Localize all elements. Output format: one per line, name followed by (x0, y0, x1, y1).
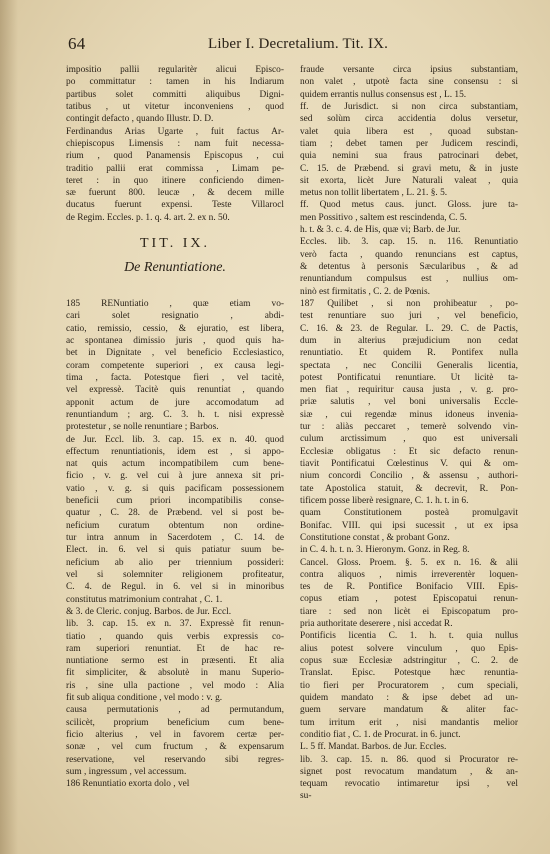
text-line: teret : in quo itinere conficiendo dimen- (66, 175, 284, 186)
text-line: Eccles. lib. 3. cap. 15. n. 116. Renuntiatio (300, 237, 518, 248)
text-line: vel si solemniter religionem profiteatur, (66, 569, 284, 580)
text-line: quam Constitutionem posteà promulgavit (300, 508, 518, 519)
text-line: tiare : sed non licèt ei Episcopatum pro- (300, 606, 518, 617)
text-line: in C. 4. h. t. n. 3. Hieronym. Gonz. in Reg. 8. (300, 545, 470, 556)
text-line: neficium ab alio per triennium possideri: (66, 557, 284, 568)
text-line: sed solùm circa accidentia dolus versetur, (300, 114, 518, 125)
text-line: sum , ingressum , vel accessum. (66, 766, 187, 777)
text-line: partibus solet committi aliquibus Digni- (66, 89, 284, 100)
text-line: tum irritum erit , nisi mandantis melior (300, 717, 518, 728)
text-line: protestetur , se nolle renuntiare ; Barbos. (66, 422, 219, 433)
text-line: ff. Quod metus caus. junct. Gloss. jure ta- (300, 200, 518, 211)
text-line: cari solet resignatio , abdi- (66, 311, 284, 322)
text-line: su- (300, 791, 312, 802)
text-line: quidem errantis nullus consensus est , L. 15. (300, 89, 467, 100)
text-line: sæ fuerunt 800. leucæ , & decem mille (66, 188, 284, 199)
text-line: tificem posse liberè resignare, C. 1. h. t. in 6. (300, 495, 469, 506)
text-line: renuntiatio. Et quidem R. Pontifex nulla (300, 348, 518, 359)
text-line: rium , quod Panamensis Episcopus , cui (66, 151, 284, 162)
text-line: men fiat , requiritur causa justa , v. g. pro- (300, 385, 518, 396)
text-line: potest Pontificatui renuntiare. Ut licitè ta- (300, 372, 518, 383)
text-line: Cancel. Gloss. Proem. §. 5. ex n. 16. & alii (300, 557, 518, 568)
text-line: copus etiam , potest Episcopatui renun- (300, 594, 518, 605)
text-line: vel expressè. Tacitè quis renuntiat , quando (66, 385, 284, 396)
left-column (66, 64, 284, 791)
text-line: C. 16. & 23. de Regular. L. 29. C. de Pactis, (300, 323, 518, 334)
text-line: scilicèt, proprium beneficium cum bene- (66, 717, 284, 728)
text-line: Elect. in. 6. vel si quis patiatur suum be- (66, 545, 284, 556)
text-line: 186 Renuntiatio exorta dolo , vel (66, 779, 190, 790)
text-line: apponit actum de jure accomodatum ad (66, 397, 284, 408)
text-line: tima , facta. Potestque fieri , vel tacitè, (66, 372, 284, 383)
text-line: siæ , cui regendæ minus idoneus invenia- (300, 409, 518, 420)
text-line: test renuntiare suo juri , vel beneficio, (300, 311, 518, 322)
text-line: neficium curatum obtentum non ordine- (66, 520, 284, 531)
text-line: renuntiandum compulsus est , nullius om- (300, 274, 518, 285)
text-line: ducatus fuerunt expensi. Teste Villarocl (66, 200, 284, 211)
right-column-body-text (300, 64, 518, 803)
text-line: sit exorta, licèt Jure Naturali valeat , quia (300, 175, 518, 186)
text-line: valet quia libera est , quoad substan- (300, 126, 518, 137)
text-line: coram competente superiori , ex causa legi- (66, 360, 284, 371)
section-subtitle: De Renuntiatione. (124, 260, 226, 276)
text-line: spectata , nec Concilii Generalis licentia, (300, 360, 518, 371)
text-line: sonæ , vel cum fructum , & expensarum (66, 742, 284, 753)
text-line: 185 RENuntiatio , quæ etiam vo- (66, 299, 284, 310)
text-line: Pontificis licentia C. 1. h. t. quia nullus (300, 631, 518, 642)
text-line: constitutus matrimonium contrahat , C. 1. (66, 594, 223, 605)
text-line: reservatione, vel reservando sibi regres- (66, 754, 284, 765)
text-line: ninò est firmitatis , C. 2. de Pœnis. (300, 286, 430, 297)
text-line: ris , sine ulla pactione , vel modo : Alia (66, 680, 284, 691)
text-line: causa permutationis , ad permutandum, (66, 705, 284, 716)
text-line: alius potest solvere vinculum , quo Epis- (300, 643, 518, 654)
text-line: renuntiandum ; arg. C. 3. h. t. nisi expressè (66, 409, 284, 420)
text-line: culum arctissimum , quo est universali (300, 434, 518, 445)
left-column-top-text (66, 64, 284, 224)
text-line: quidem mandato : & ipse debet ad un- (300, 692, 518, 703)
text-line: copus suæ Ecclesiæ adstringitur , C. 2. de (300, 656, 518, 666)
right-column (300, 64, 518, 803)
text-line: ficio , v. g. vel cui à jure annexa sit pri- (66, 471, 284, 482)
text-line: tes de R. Pontifice Bonifacio VIII. Epis- (300, 582, 518, 593)
text-line: ff. de Jurisdict. si non circa substantiam, (300, 101, 518, 112)
text-line: Translat. Episc. Potestque hæc renuntia- (300, 668, 518, 679)
text-line: pria authoritate deserere , nisi accedat R. (300, 619, 453, 630)
text-line: conditio fiat , C. 1. de Procurat. in 6. junct. (300, 729, 461, 740)
text-line: bet in Dignitate , vel beneficio Ecclesiastico, (66, 348, 284, 359)
text-line: beneficii cum priori incompatibilis conse- (66, 496, 284, 507)
text-line: traditio pallii erat commissa , Limam pe- (66, 163, 284, 174)
text-line: tio fieri per Procuratorem , cum speciali, (300, 680, 518, 691)
text-line: tate Apostolica statuit, & decrevit, R. Pon- (300, 483, 518, 494)
text-line: tatibus , ut vitetur inconveniens , quod (66, 101, 284, 112)
text-line: signet post revocatum mandatum , & an- (300, 766, 518, 777)
text-line: Constitutione constat , & probant Gonz. (300, 532, 450, 543)
text-line: nuntiatione sermo est in præsenti. Et alia (66, 656, 284, 667)
text-line: L. 5 ff. Mandat. Barbos. de Jur. Eccles. (300, 742, 447, 753)
text-line: metus non tollit libertatem , L. 21. §. 5. (300, 188, 448, 199)
text-line: contingit defacto , quando Illustr. D. D. (66, 114, 214, 125)
text-line: Bonifac. VIII. qui ipsi sucessit , ut ex ipsa (300, 520, 518, 531)
text-line: impositio pallii regularitèr alicui Episco- (66, 65, 284, 75)
text-line: fit simpliciter, & absolutè in manu Superio- (66, 668, 284, 679)
page-number: 64 (68, 34, 86, 53)
text-line: h. t. & 3. c. 4. de His, quæ vi; Barb. de Jur. (300, 225, 461, 236)
text-line: C. 15. de Præbend. si gravi metu, & in juste (300, 163, 518, 174)
running-title: Liber I. Decretalium. Tit. IX. (208, 36, 389, 52)
page-gutter-shadow (0, 0, 18, 854)
text-line: tur intra annum in Sacerdotem , C. 14. de (66, 533, 284, 543)
text-line: fit sub aliqua conditione , vel modo : v. g. (66, 693, 223, 704)
text-line: & detentus à personis Sæcularibus , & ad (300, 262, 518, 272)
page-header (68, 34, 508, 56)
text-line: nat quis actum incompatibilem cum bene- (66, 459, 284, 470)
text-line: effectum renuntiationis, idem est , si appo- (66, 446, 284, 457)
text-line: 187 Quilibet , si non prohibeatur , po- (300, 298, 518, 309)
text-line: de Jur. Eccl. lib. 3. cap. 15. ex n. 40. quod (66, 434, 284, 445)
text-line: tur : aliàs peccaret , temerè solvendo vin- (300, 422, 518, 433)
text-line: tiatio , quando quis verbis expressis co- (66, 631, 284, 642)
text-line: quatur , C. 28. de Præbend. vel si post be- (66, 508, 284, 519)
text-line: fraude versante circa ipsius substantiam, (300, 65, 518, 75)
text-line: catio, remissio, cessio, & ejuratio, est libera, (66, 323, 284, 334)
text-line: ram superiori renuntiat. Et de hac re- (66, 643, 284, 654)
text-line: & 3. de Cleric. conjug. Barbos. de Jur. Eccl. (66, 606, 232, 617)
text-line: ficio alterius , vel in favorem certæ per- (66, 730, 284, 740)
text-line: tiavit Pontificatui Cœlestinus V. qui & om- (300, 459, 518, 469)
text-line: priæ salutis , vel boni universalis Eccle- (300, 397, 518, 408)
text-line: guem servare mandatum & aliter fac- (300, 705, 518, 716)
text-line: contra aliquos , nimis irreverentèr loquen- (300, 569, 518, 580)
text-line: po committatur : tamen in his Indiarum (66, 77, 284, 88)
text-line: dum in alterius præjudicium non cedat (300, 335, 518, 346)
text-line: chiepiscopus Limensis : nam fuit necessa- (66, 138, 284, 149)
text-line: vatio , v. g. si quis pacificam possessionem (66, 483, 284, 494)
text-line: C. 4. de Regul. in 6. vel si in minoribus (66, 582, 284, 593)
text-line: lib. 3. cap. 15. n. 86. quod si Procurator re- (300, 754, 518, 765)
text-line: tiam ; debet tamen per Judicem rescindi, (300, 138, 518, 149)
text-line: ac spontanea dimissio juris , quod quis ha- (66, 336, 284, 346)
text-line: lib. 3. cap. 15. ex n. 37. Expressè fit renun- (66, 619, 284, 630)
text-line: de Regim. Eccles. p. 1. q. 4. art. 2. ex n. 50. (66, 212, 230, 223)
left-column-body-text (66, 298, 284, 791)
section-title: TIT. IX. (140, 236, 210, 252)
text-line: tequam revocatio intimaretur ipsi , vel (300, 779, 518, 790)
text-line: non valet , utpotè facta sine consensu : si (300, 77, 518, 88)
text-line: nium concordi Concilio , & assensu , authori- (300, 471, 518, 482)
text-line: verò facta , quando renuncians est captus, (300, 249, 518, 260)
text-line: Ferdinandus Arias Ugarte , fuit factus Ar- (66, 126, 284, 137)
text-line: men Possitivo , saltem est rescindenda, C. 5. (300, 212, 467, 223)
text-line: Ecclesiæ obligatus : Et sic defacto renun- (300, 446, 518, 457)
text-line: quia nemini sua fraus patrocinari debet, (300, 151, 518, 162)
